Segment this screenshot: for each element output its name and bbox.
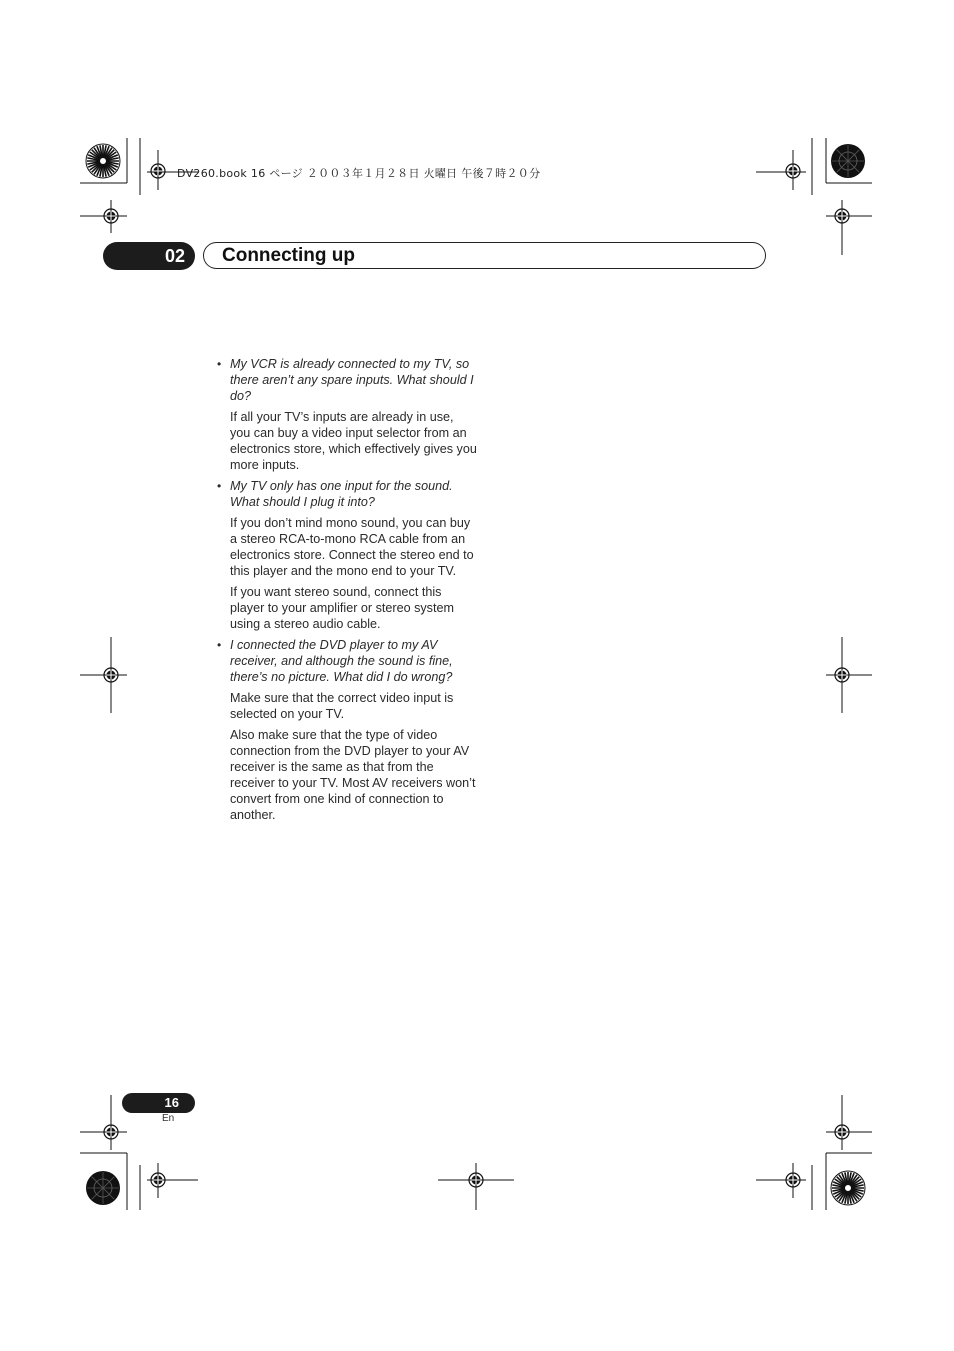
chapter-number: 02 bbox=[164, 246, 185, 266]
faq-answer: If you don’t mind mono sound, you can buy a stereo RCA-to-mono RCA cable from an electronics store. Connect the stereo end to this player and the mono end to your TV. bbox=[230, 516, 474, 578]
faq-content bbox=[215, 356, 477, 828]
star-target-bottom-left bbox=[86, 1171, 120, 1205]
faq-answer: If you want stereo sound, connect this player to your amplifier or stereo system using a stereo audio cable. bbox=[230, 585, 454, 631]
star-target-top-right bbox=[831, 144, 865, 178]
faq-question: My VCR is already connected to my TV, so there aren’t any spare inputs. What should I do? bbox=[230, 357, 474, 403]
title-frame bbox=[203, 242, 766, 269]
faq-question: My TV only has one input for the sound. What should I plug it into? bbox=[230, 479, 453, 509]
bullet-icon: • bbox=[217, 357, 222, 371]
faq-item bbox=[215, 356, 477, 473]
faq-item bbox=[215, 637, 477, 823]
bullet-icon: • bbox=[217, 479, 222, 493]
bullet-icon: • bbox=[217, 638, 222, 652]
page-number: 16 bbox=[164, 1095, 179, 1110]
chapter-badge bbox=[103, 242, 195, 270]
faq-answer: If all your TV’s inputs are already in use, you can buy a video input selector from an electronics store, which effectively gives you more inputs. bbox=[230, 410, 477, 472]
star-target-top-left bbox=[86, 144, 120, 178]
faq-question: I connected the DVD player to my AV receiver, and although the sound is fine, there’s no picture. What did I do wrong? bbox=[230, 638, 453, 684]
page-number-badge bbox=[122, 1093, 195, 1113]
faq-answer: Make sure that the correct video input is selected on your TV. bbox=[230, 691, 454, 721]
page-title: Connecting up bbox=[222, 245, 355, 266]
print-header: DV260.book 16 ページ ２００３年１月２８日 火曜日 午後７時２０分 bbox=[177, 167, 541, 180]
star-target-bottom-right bbox=[831, 1171, 865, 1205]
faq-item bbox=[215, 478, 477, 632]
page-language: En bbox=[162, 1113, 175, 1124]
faq-answer: Also make sure that the type of video connection from the DVD player to your AV receiver is the same as that from the receiver to your TV. Most AV receivers won’t convert from one kind of connection to another. bbox=[230, 728, 476, 822]
